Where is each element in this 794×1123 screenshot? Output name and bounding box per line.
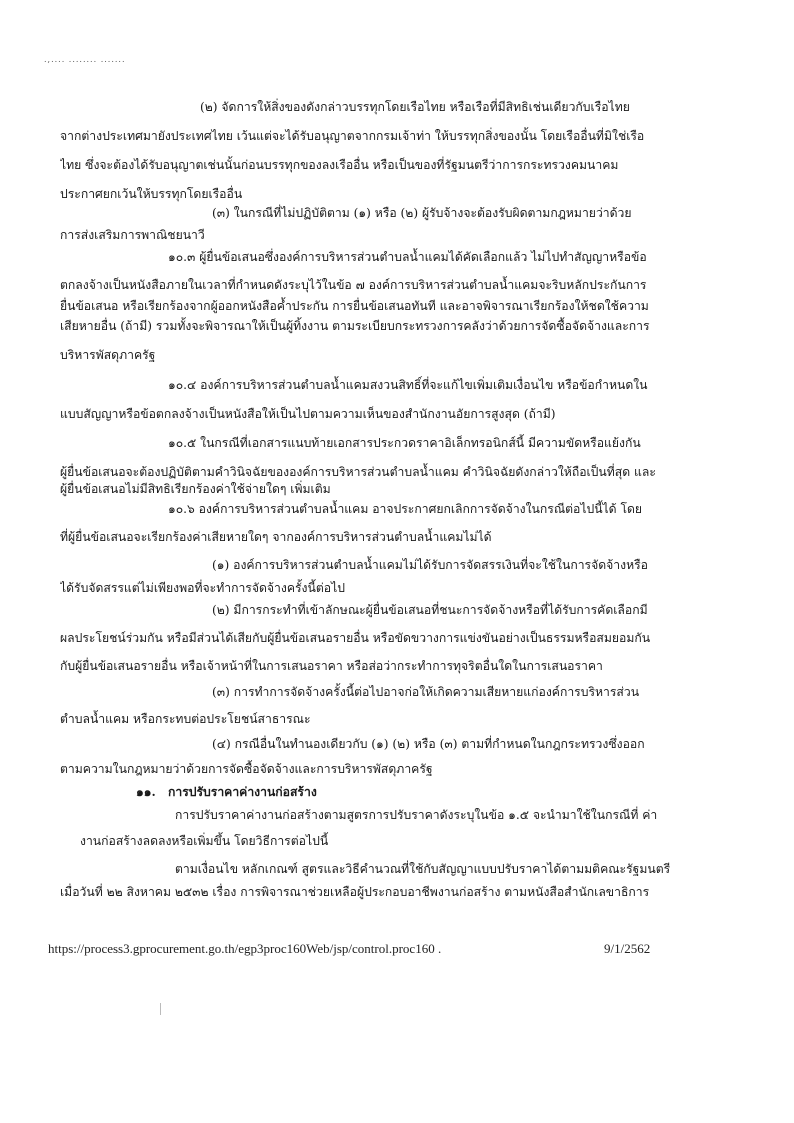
paragraph-line: ๑๐.๓ ผู้ยื่นข้อเสนอซึ่งองค์การบริหารส่วนตำบลน้ำแคมได้คัดเลือกแล้ว ไม่ไปทำสัญญาหรือข้อ — [168, 250, 647, 264]
paragraph-line: ตำบลน้ำแคม หรือกระทบต่อประโยชน์สาธารณะ — [60, 712, 311, 726]
paragraph-line: ๑๐.๖ องค์การบริหารส่วนตำบลน้ำแคม อาจประกาศยกเลิกการจัดจ้างในกรณีต่อไปนี้ได้ โดย — [168, 502, 643, 516]
paragraph-line: (๒) จัดการให้สิ่งของดังกล่าวบรรทุกโดยเรือไทย หรือเรือที่มีสิทธิเช่นเดียวกับเรือไทย — [200, 100, 630, 114]
paragraph-line: ตามความในกฎหมายว่าด้วยการจัดซื้อจัดจ้างและการบริหารพัสดุภาครัฐ — [60, 762, 433, 776]
paragraph-line: แบบสัญญาหรือข้อตกลงจ้างเป็นหนังสือให้เป็นไปตามความเห็นของสำนักงานอัยการสูงสุด (ถ้ามี) — [60, 407, 556, 421]
paragraph-line: ยื่นข้อเสนอ หรือเรียกร้องจากผู้ออกหนังสือค้ำประกัน การยื่นข้อเสนอทันที และอาจพิจารณาเรียกร้องให้ชดใช้ความ — [60, 299, 649, 313]
footer-url: https://process3.gprocurement.go.th/egp3proc160Web/jsp/control.proc160 . — [48, 941, 442, 956]
paragraph-line: (๓) การทำการจัดจ้างครั้งนี้ต่อไปอาจก่อให้เกิดความเสียหายแก่องค์การบริหารส่วน — [212, 685, 640, 699]
section-number: ๑๑. — [136, 785, 156, 799]
paragraph-line: ได้รับจัดสรรแต่ไม่เพียงพอที่จะทำการจัดจ้างครั้งนี้ต่อไป — [60, 581, 345, 595]
footer-date: 9/1/2562 — [604, 941, 651, 956]
paragraph-line: ที่ผู้ยื่นข้อเสนอจะเรียกร้องค่าเสียหายใดๆ จากองค์การบริหารส่วนตำบลน้ำแคมไม่ได้ — [60, 530, 492, 544]
paragraph-line: ตกลงจ้างเป็นหนังสือภายในเวลาที่กำหนดดังระบุไว้ในข้อ ๗ องค์การบริหารส่วนตำบลน้ำแคมจะริบหลักประกันการ — [60, 278, 647, 292]
paragraph-line: การส่งเสริมการพาณิชยนาวี — [60, 228, 205, 242]
paragraph-line: (๔) กรณีอื่นในทำนองเดียวกับ (๑) (๒) หรือ (๓) ตามที่กำหนดในกฎกระทรวงซึ่งออก — [212, 737, 645, 751]
paragraph-line: ผู้ยื่นข้อเสนอจะต้องปฏิบัติตามคำวินิจฉัยขององค์การบริหารส่วนตำบลน้ำแคม คำวินิจฉัยดังกล่าวให้ถือเป็นที่สุด และ — [60, 465, 656, 479]
paragraph-line: เมื่อวันที่ ๒๒ สิงหาคม ๒๕๓๒ เรื่อง การพิจารณาช่วยเหลือผู้ประกอบอาชีพงานก่อสร้าง ตามหนังสือสำนักเลขาธิการ — [60, 885, 650, 899]
paragraph-line: ประกาศยกเว้นให้บรรทุกโดยเรืออื่น — [60, 187, 243, 201]
paragraph-line: ๑๐.๕ ในกรณีที่เอกสารแนบท้ายเอกสารประกวดราคาอิเล็กทรอนิกส์นี้ มีความขัดหรือแย้งกัน — [168, 436, 641, 450]
paragraph-line: (๒) มีการกระทำที่เข้าลักษณะผู้ยื่นข้อเสนอที่ชนะการจัดจ้างหรือที่ได้รับการคัดเลือกมี — [212, 603, 648, 617]
paragraph-line: ๑๐.๔ องค์การบริหารส่วนตำบลน้ำแคมสงวนสิทธิ์ที่จะแก้ไขเพิ่มเติมเงื่อนไข หรือข้อกำหนดใน — [168, 378, 648, 392]
paragraph-line: ผู้ยื่นข้อเสนอไม่มีสิทธิเรียกร้องค่าใช้จ่ายใดๆ เพิ่มเติม — [60, 482, 331, 496]
paragraph-line: ผลประโยชน์ร่วมกัน หรือมีส่วนได้เสียกับผู้ยื่นข้อเสนอรายอื่น หรือขัดขวางการแข่งขันอย่างเป็นธรรมหรือสมยอมกัน — [60, 631, 651, 645]
paragraph-line: ไทย ซึ่งจะต้องได้รับอนุญาตเช่นนั้นก่อนบรรทุกของลงเรืออื่น หรือเป็นของที่รัฐมนตรีว่าการกระทรวงคมนาคม — [60, 158, 619, 172]
paragraph-line: ตามเงื่อนไข หลักเกณฑ์ สูตรและวิธีคำนวณที่ใช้กับสัญญาแบบปรับราคาได้ตามมติคณะรัฐมนตรี — [175, 862, 671, 876]
paragraph-line: จากต่างประเทศมายังประเทศไทย เว้นแต่จะได้รับอนุญาตจากกรมเจ้าท่า ให้บรรทุกสิ่งของนั้น โดยเรืออื่นที่มิใช่เรือ — [60, 129, 645, 143]
paragraph-line: งานก่อสร้างลดลงหรือเพิ่มขึ้น โดยวิธีการต่อไปนี้ — [80, 834, 329, 848]
paragraph-line: (๑) องค์การบริหารส่วนตำบลน้ำแคมไม่ได้รับการจัดสรรเงินที่จะใช้ในการจัดจ้างหรือ — [212, 558, 648, 572]
paragraph-line: กับผู้ยื่นข้อเสนอรายอื่น หรือเจ้าหน้าที่ในการเสนอราคา หรือส่อว่ากระทำการทุจริตอื่นใดในการเสนอราคา — [60, 659, 603, 673]
scan-artifact: .,.... ........ ....... — [44, 55, 126, 64]
scan-tick-mark — [160, 1003, 161, 1015]
paragraph-line: การปรับราคาค่างานก่อสร้างตามสูตรการปรับราคาดังระบุในข้อ ๑.๕ จะนำมาใช้ในกรณีที่ ค่า — [175, 808, 658, 822]
paragraph-line: บริหารพัสดุภาครัฐ — [60, 348, 156, 362]
section-title: การปรับราคาค่างานก่อสร้าง — [168, 785, 317, 799]
paragraph-line: (๓) ในกรณีที่ไม่ปฏิบัติตาม (๑) หรือ (๒) ผู้รับจ้างจะต้องรับผิดตามกฎหมายว่าด้วย — [212, 206, 632, 220]
paragraph-line: เสียหายอื่น (ถ้ามี) รวมทั้งจะพิจารณาให้เป็นผู้ทิ้งงาน ตามระเบียบกระทรวงการคลังว่าด้วยการจัดซื้อจัดจ้างและการ — [60, 319, 650, 333]
